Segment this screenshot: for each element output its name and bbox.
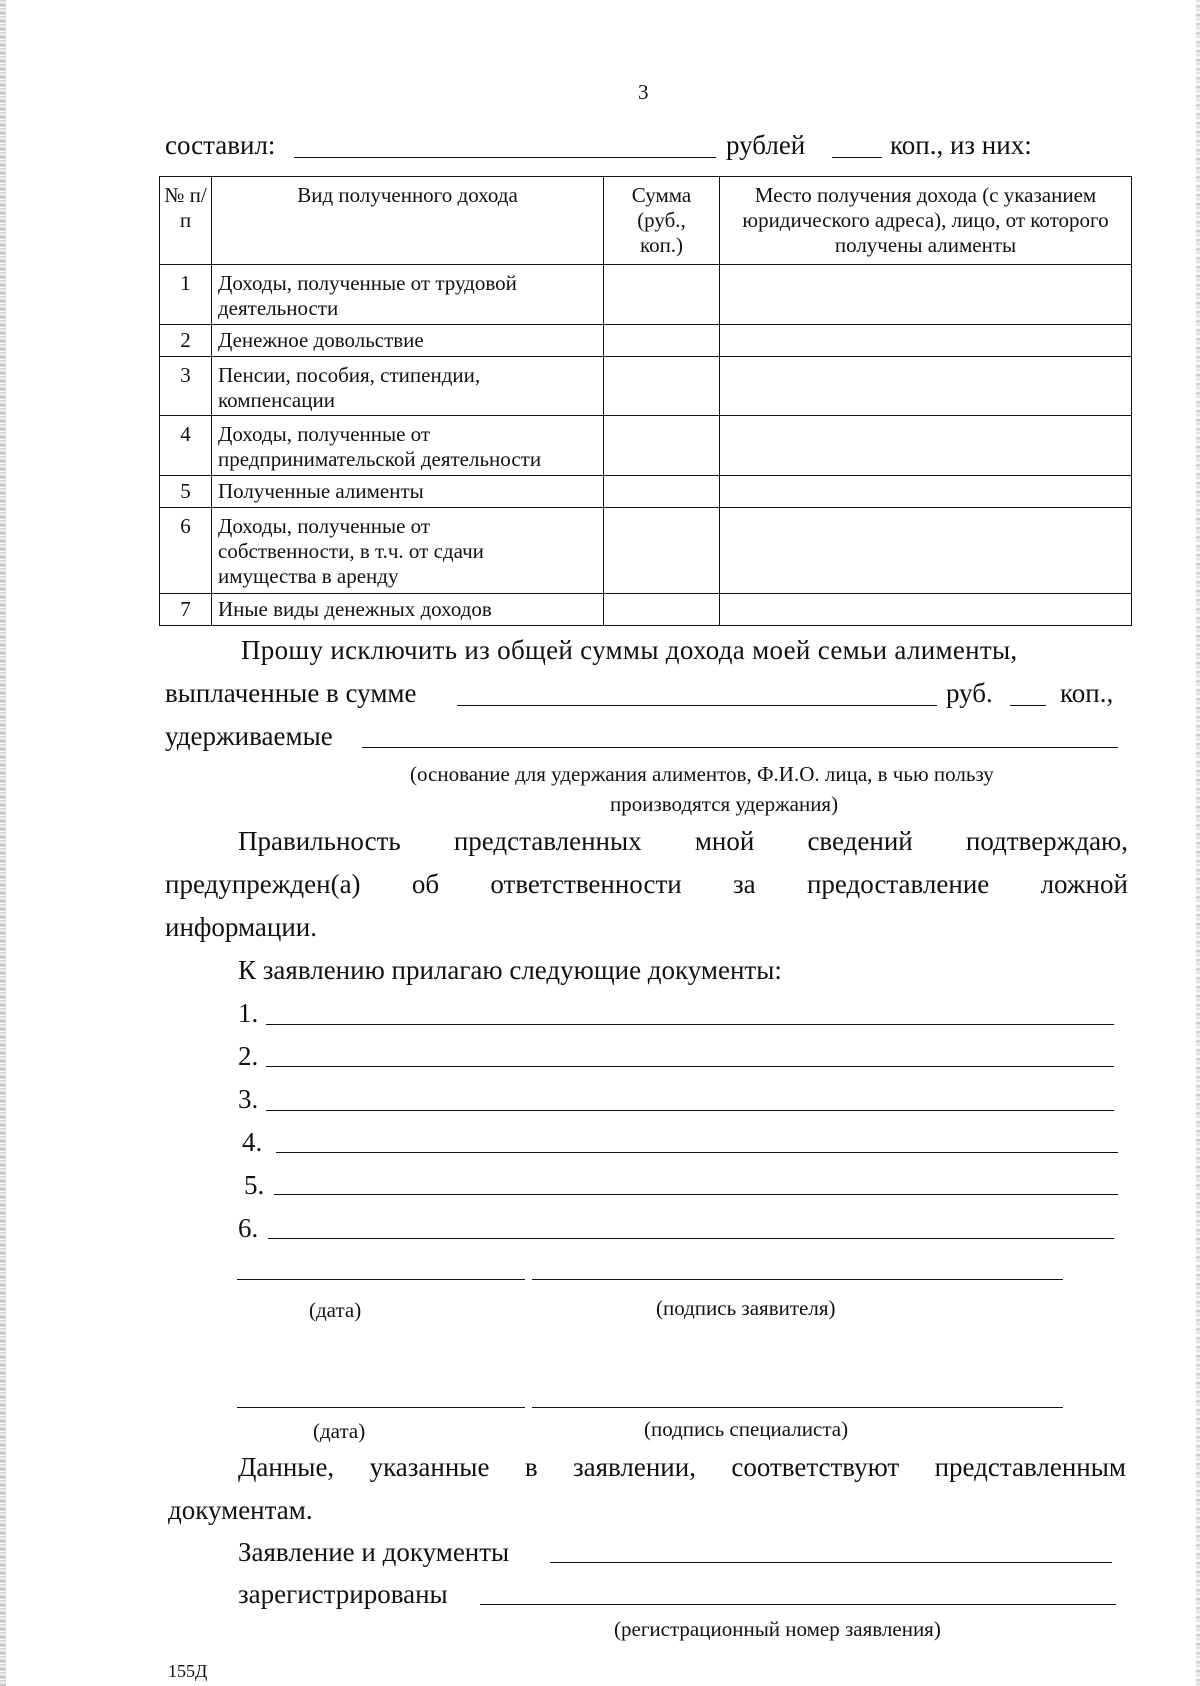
row-amount-cell[interactable]: [604, 594, 720, 626]
confirmation-word: ответственности: [490, 869, 682, 899]
attachment-number: 4.: [242, 1127, 263, 1157]
confirmation-word: представленных: [453, 826, 642, 856]
row-place-cell[interactable]: [720, 357, 1132, 416]
paid-amount-kop-field[interactable]: [1010, 705, 1046, 706]
attachment-field-1[interactable]: [266, 1024, 1114, 1025]
confirmation-line-3: информации.: [165, 912, 317, 942]
confirmation-word: за: [733, 869, 756, 899]
registration-number-hint: (регистрационный номер заявления): [614, 1617, 941, 1641]
attachments-title: К заявлению прилагаю следующие документы:: [238, 955, 782, 985]
attachment-number: 1.: [238, 998, 259, 1028]
confirmation-word: предупрежден(а): [165, 869, 361, 899]
specialist-signature-field[interactable]: [532, 1407, 1063, 1408]
row-income-type: Пенсии, пособия, стипендии, компенсации: [212, 357, 604, 416]
row-amount-cell[interactable]: [604, 416, 720, 476]
row-place-cell[interactable]: [720, 416, 1132, 476]
verification-line-1: [238, 1451, 1126, 1483]
row-income-type: Доходы, полученные от собственности, в т.ч. от сдачи имущества в аренду: [212, 508, 604, 594]
attachment-field-6[interactable]: [268, 1238, 1114, 1239]
row-amount-cell[interactable]: [604, 265, 720, 325]
row-number: 5: [160, 476, 212, 508]
table-row: [160, 594, 1132, 626]
paid-amount-rub-field[interactable]: [457, 705, 937, 706]
row-amount-cell[interactable]: [604, 357, 720, 416]
row-amount-cell[interactable]: [604, 325, 720, 357]
verification-word: указанные: [369, 1452, 490, 1482]
verification-word: заявлении,: [572, 1452, 696, 1482]
table-row: [160, 508, 1132, 594]
row-place-cell[interactable]: [720, 325, 1132, 357]
total-kop-field[interactable]: [832, 157, 882, 158]
confirmation-word: мной: [694, 826, 755, 856]
table-row: [160, 357, 1132, 416]
attachment-field-4[interactable]: [276, 1152, 1118, 1153]
row-number: 4: [160, 416, 212, 476]
confirmation-word: сведений: [807, 826, 913, 856]
registered-label: зарегистрированы: [238, 1579, 448, 1609]
page-number: 3: [638, 80, 649, 104]
row-place-cell[interactable]: [720, 594, 1132, 626]
withheld-basis-field[interactable]: [362, 747, 1118, 748]
row-amount-cell[interactable]: [604, 476, 720, 508]
paid-amount-label: выплаченные в сумме: [165, 678, 417, 708]
table-row: [160, 476, 1132, 508]
confirmation-word: подтверждаю,: [965, 826, 1128, 856]
attachment-number: 6.: [238, 1213, 259, 1243]
applicant-signature-label: (подпись заявителя): [656, 1296, 836, 1320]
applicant-date-label: (дата): [309, 1298, 362, 1322]
confirmation-line-1: [238, 825, 1128, 857]
attachment-field-5[interactable]: [274, 1194, 1118, 1195]
row-place-cell[interactable]: [720, 265, 1132, 325]
attachment-number: 5.: [244, 1170, 265, 1200]
income-table: [159, 176, 1132, 626]
row-income-type: Доходы, полученные от трудовой деятельности: [212, 265, 604, 325]
verification-line-2: документам.: [168, 1495, 313, 1525]
row-income-type: Денежное довольствие: [212, 325, 604, 357]
row-income-type: Доходы, полученные от предпринимательской деятельности: [212, 416, 604, 476]
table-header-row: [160, 177, 1132, 265]
row-number: 1: [160, 265, 212, 325]
verification-word: соответствуют: [731, 1452, 900, 1482]
confirmation-word: предоставление: [806, 869, 990, 899]
composed-label: составил:: [165, 130, 276, 160]
verification-word: в: [524, 1452, 538, 1482]
row-number: 3: [160, 357, 212, 416]
header-number: № п/п: [160, 177, 212, 265]
rub-label: руб.: [946, 678, 993, 708]
verification-word: Данные,: [238, 1452, 335, 1482]
row-place-cell[interactable]: [720, 476, 1132, 508]
scan-edge-left: [0, 0, 6, 1686]
withheld-label: удерживаемые: [165, 721, 333, 751]
specialist-date-field[interactable]: [237, 1407, 525, 1408]
confirmation-word: Правильность: [238, 826, 401, 856]
table-row: [160, 416, 1132, 476]
verification-word: представленным: [934, 1452, 1126, 1482]
total-rubles-field[interactable]: [294, 157, 716, 158]
header-place: Место получения дохода (с указанием юридического адреса), лицо, от которого получены алименты: [720, 177, 1132, 265]
documents-field[interactable]: [550, 1562, 1112, 1563]
scan-edge-right: [1196, 0, 1200, 1686]
row-income-type: Иные виды денежных доходов: [212, 594, 604, 626]
confirmation-word: ложной: [1040, 869, 1128, 899]
attachment-field-2[interactable]: [266, 1066, 1114, 1067]
row-number: 6: [160, 508, 212, 594]
row-place-cell[interactable]: [720, 508, 1132, 594]
alimony-request-line: Прошу исключить из общей суммы дохода моей семьи алименты,: [241, 635, 1018, 665]
header-amount: Сумма (руб., коп.): [604, 177, 720, 265]
confirmation-word: об: [411, 869, 440, 899]
confirmation-line-2: [165, 868, 1128, 900]
applicant-signature-field[interactable]: [532, 1279, 1063, 1280]
row-income-type: Полученные алименты: [212, 476, 604, 508]
table-row: [160, 325, 1132, 357]
row-amount-cell[interactable]: [604, 508, 720, 594]
row-number: 2: [160, 325, 212, 357]
attachment-field-3[interactable]: [266, 1110, 1114, 1111]
table-row: [160, 265, 1132, 325]
applicant-date-field[interactable]: [237, 1279, 525, 1280]
row-number: 7: [160, 594, 212, 626]
registration-number-field[interactable]: [480, 1604, 1116, 1605]
header-income-type: Вид полученного дохода: [212, 177, 604, 265]
rubles-label: рублей: [726, 130, 806, 160]
specialist-signature-label: (подпись специалиста): [644, 1417, 849, 1441]
kop-label-2: коп.,: [1060, 678, 1114, 708]
kop-label: коп., из них:: [890, 130, 1032, 160]
attachment-number: 2.: [238, 1041, 259, 1071]
withheld-hint-line1: (основание для удержания алиментов, Ф.И.О. лица, в чью пользу: [410, 762, 994, 786]
specialist-date-label: (дата): [313, 1419, 366, 1443]
attachment-number: 3.: [238, 1084, 259, 1114]
documents-label: Заявление и документы: [238, 1537, 510, 1567]
withheld-hint-line2: производятся удержания): [610, 792, 839, 816]
footer-code: 155Д: [168, 1661, 208, 1681]
